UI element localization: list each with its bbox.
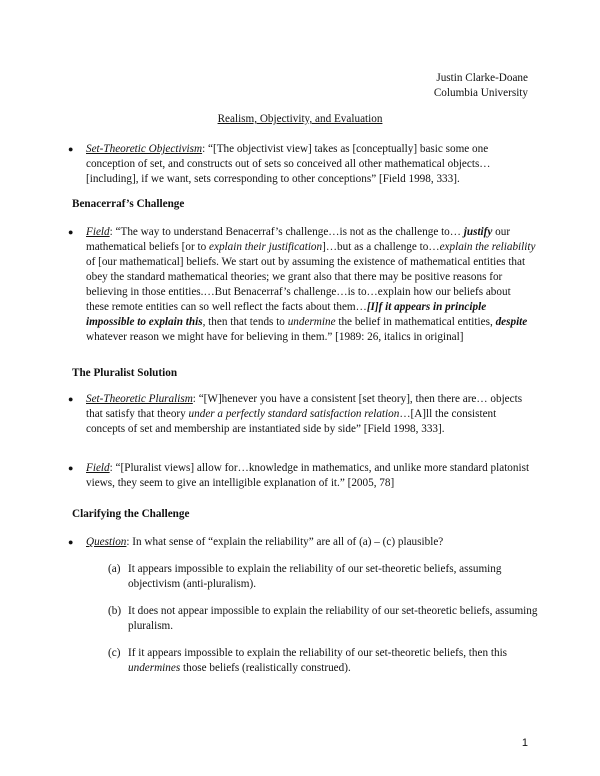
author-block <box>434 71 528 101</box>
sub-item-text: If it appears impossible to explain the reliability of our set-theoretic beliefs, then this undermines those beliefs (realistically construed). <box>128 647 508 674</box>
term: Field <box>86 462 110 474</box>
bullet-field-benacerraf: ● Field: “The way to understand Benacerraf’s challenge…is not as the challenge to… justify our mathematical beliefs [or to explain their justification]…but as a challenge to…explain the reliability of [our mathematical] beliefs. We start out by assuming the existence of mathematical entities that obey the standard mathematical theories; we grant also that there may be positive reasons for believing in those entities.…But Benacerraf’s challenge…is to…explain how our beliefs about these remote entities can so well reflect the facts about them…[I]f it appears in principle impossible to explain this, then that tends to undermine the belief in mathematical entities, despite whatever reason we might have for believing in them.” [1989: 26, italics in original] <box>68 226 536 343</box>
page-title: Realism, Objectivity, and Evaluation <box>217 113 383 125</box>
bullet-field-pluralist: ● Field: “[Pluralist views] allow for…knowledge in mathematics, and unlike more standard platonist views, they seem to give an intelligible explanation of it.” [2005, 78] <box>68 462 530 489</box>
sub-item-label: (c) <box>108 647 121 659</box>
sub-item-b <box>108 604 538 634</box>
section-heading-pluralist: The Pluralist Solution <box>72 367 178 379</box>
sub-item-text: It does not appear impossible to explain the reliability of our set-theoretic beliefs, assuming pluralism. <box>128 605 538 632</box>
bullet-icon: ● <box>68 394 74 404</box>
section-heading-clarifying: Clarifying the Challenge <box>72 508 190 520</box>
sub-item-label: (b) <box>108 605 122 617</box>
sub-item-a <box>108 562 538 592</box>
author-affiliation: Columbia University <box>433 87 528 99</box>
bullet-icon: ● <box>68 227 74 237</box>
page-number: 1 <box>521 737 528 749</box>
author-name: Justin Clarke-Doane <box>436 72 528 84</box>
bullet-icon: ● <box>68 537 74 547</box>
sub-item-label: (a) <box>108 563 121 575</box>
sub-item-text: It appears impossible to explain the reliability of our set-theoretic beliefs, assuming objectivism (anti-pluralism). <box>128 563 502 590</box>
term: Field <box>86 226 110 238</box>
bullet-icon: ● <box>68 463 74 473</box>
term: Set-Theoretic Pluralism <box>86 393 193 405</box>
term: Question <box>86 536 127 548</box>
sub-item-c <box>108 646 538 676</box>
bullet-set-theoretic-pluralism: ● Set-Theoretic Pluralism: “[W]henever you have a consistent [set theory], then there are… objects that satisfy that theory under a perfectly standard satisfaction relation…[A]ll the consistent concepts of set and membership are instantiated side by side” [Field 1998, 333]. <box>68 393 523 435</box>
section-heading-benacerraf: Benacerraf’s Challenge <box>72 198 185 210</box>
bullet-icon: ● <box>68 144 74 154</box>
bullet-set-theoretic-objectivism: ● Set-Theoretic Objectivism: “[The objectivist view] takes as [conceptually] basic some one conception of set, and constructs out of sets so conceived all other mathematical objects…[including], if we want, sets corresponding to other conceptions” [Field 1998, 333]. <box>68 143 491 185</box>
bullet-question: ● Question: In what sense of “explain the reliability” are all of (a) – (c) plausible? <box>68 536 444 548</box>
term: Set-Theoretic Objectivism <box>86 143 203 155</box>
